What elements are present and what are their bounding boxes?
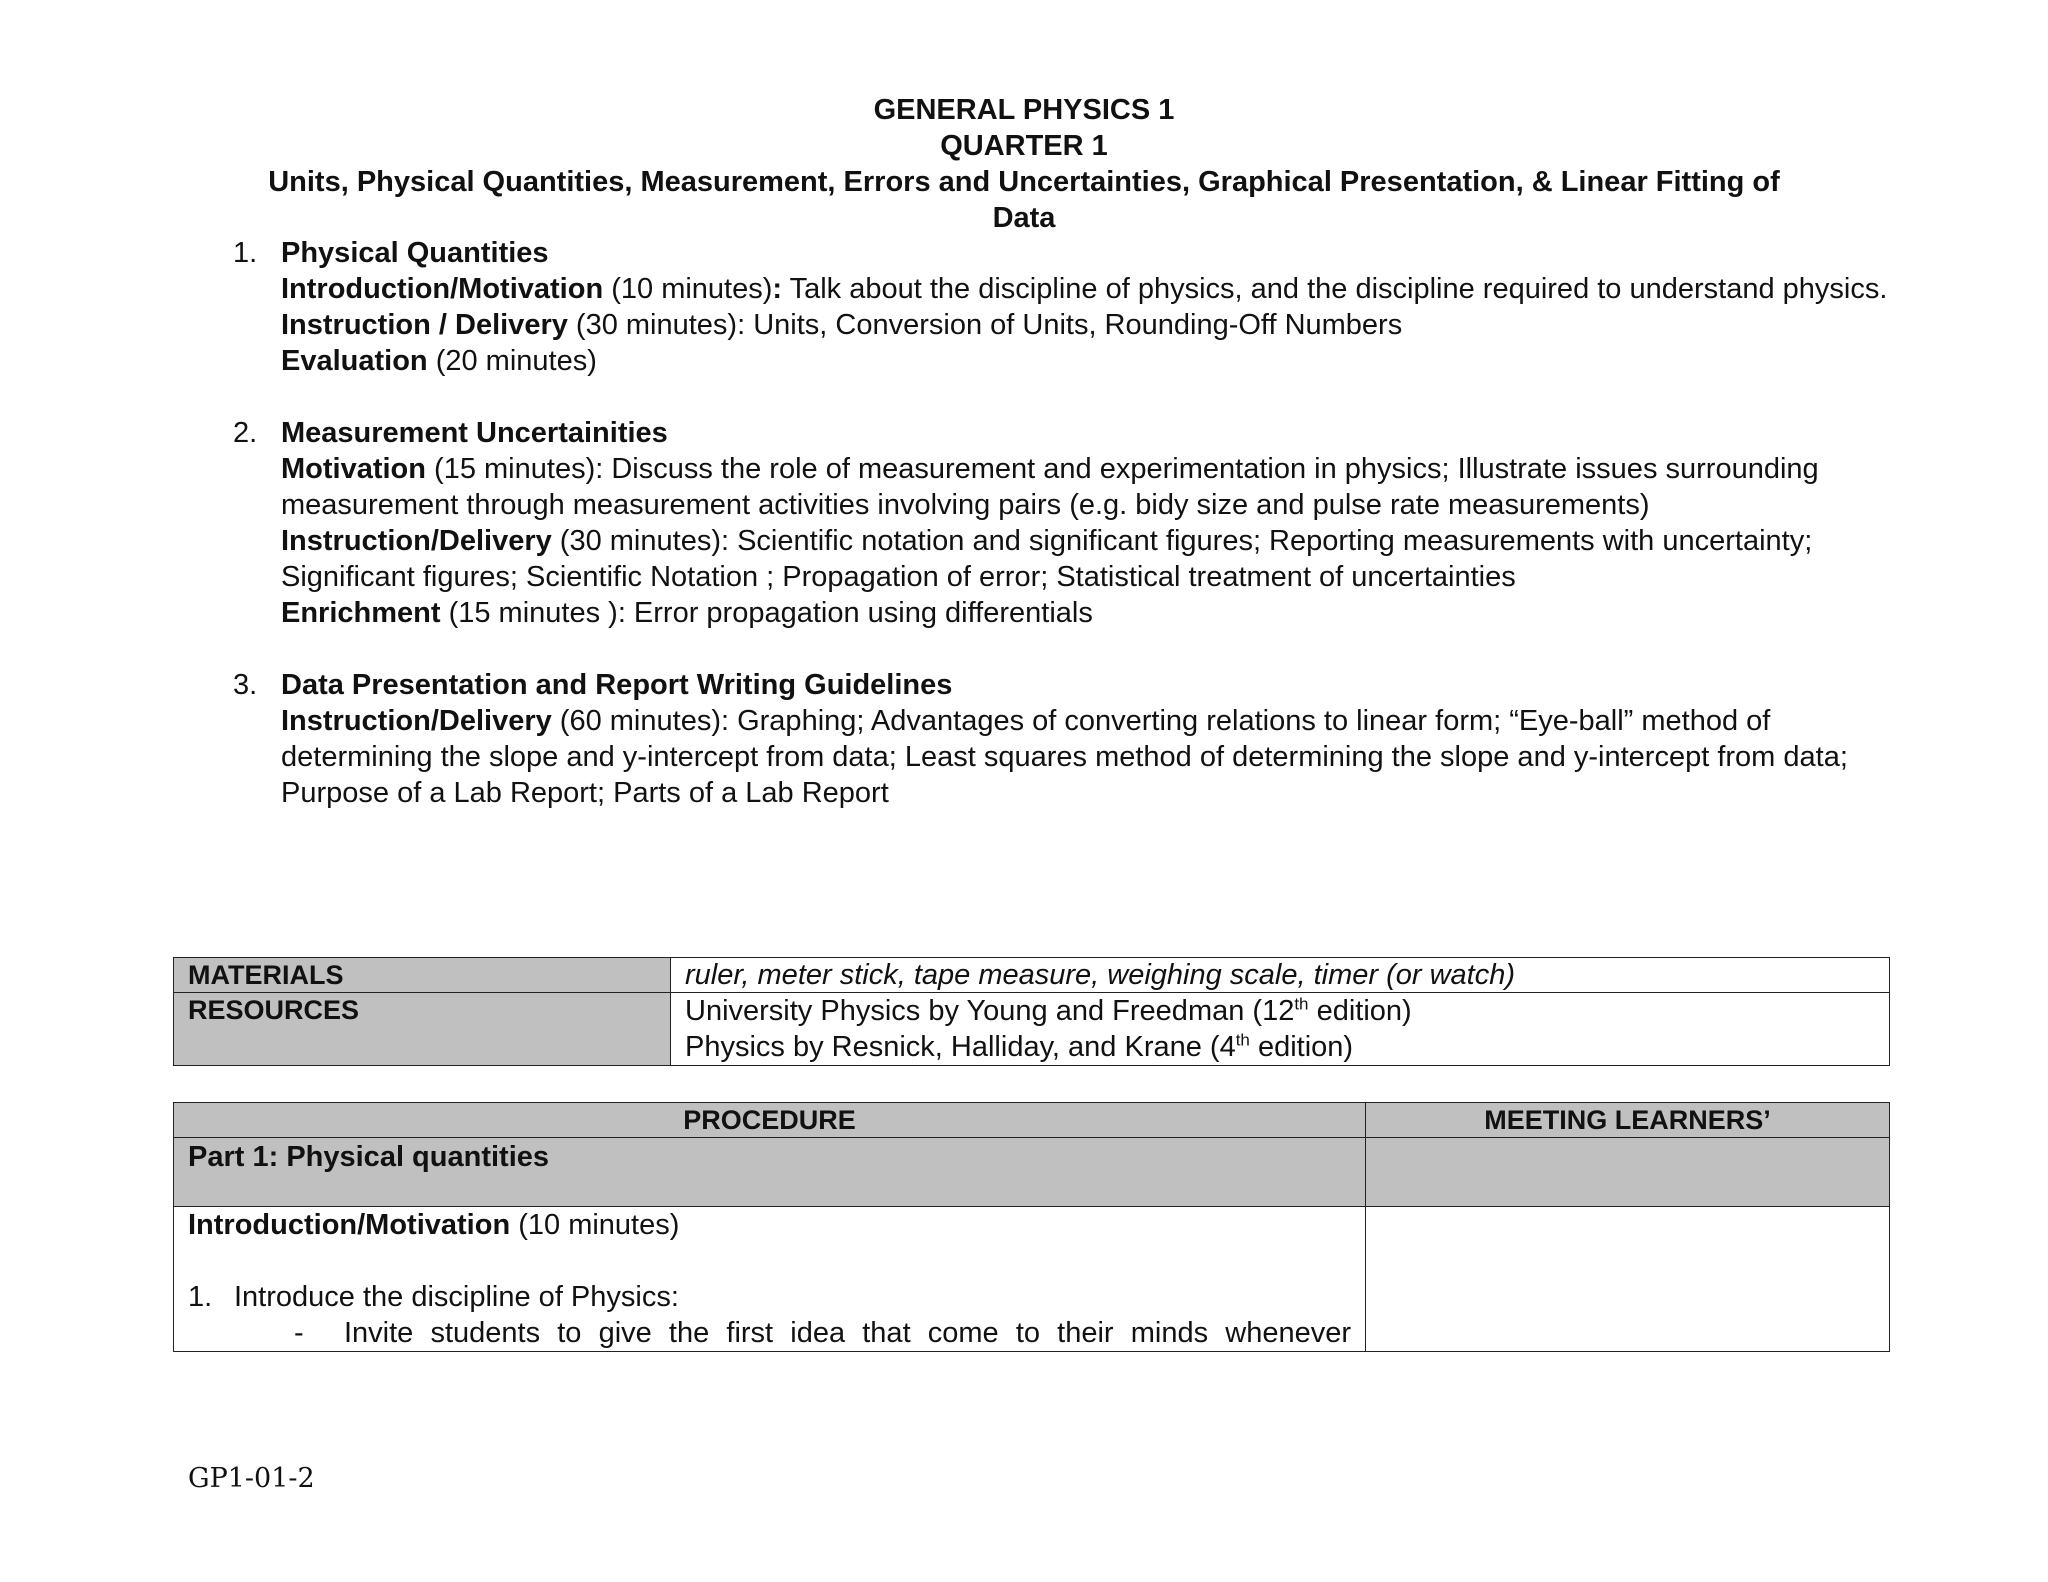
item-number: 3. [233,669,258,701]
procedure-header-row [174,1103,1890,1138]
item-title: Physical Quantities [281,237,549,269]
item-title: Measurement Uncertainities [281,417,668,449]
resources-label: RESOURCES [174,993,671,1066]
outline-line [281,595,1893,631]
learners-notes-cell [1366,1207,1890,1352]
item-number: 1. [233,237,258,269]
line-label: Motivation [281,453,426,485]
document-title [160,92,1888,236]
resource-item: University Physics by Young and Freedman (12th edition) [685,994,1412,1027]
line-label: Introduction/Motivation [281,273,604,305]
page-code: GP1-01-2 [188,1463,315,1494]
procedure-bullet: - Invite students to give the first idea that come to their minds whenever [294,1317,1351,1349]
outline-line [281,523,1893,595]
line-label: Instruction/Delivery [281,525,552,557]
line-text: (60 minutes): Graphing; Advantages of converting relations to linear form; “Eye-ball” method of determining the slope and y-intercept from data; Least squares method of determining the slope and y-intercept from data; Purpose of a Lab Report; Parts of a Lab Report [281,705,1848,809]
procedure-header: PROCEDURE [174,1103,1366,1138]
line-text: (20 minutes) [427,345,597,377]
materials-label: MATERIALS [174,958,671,993]
resources-value [671,993,1890,1066]
line-text: Talk about the discipline of physics, and the discipline required to understand physics. [782,273,1888,305]
outline-item-physical-quantities [233,235,1893,379]
materials-table [173,957,1890,1066]
line-text: (15 minutes ): Error propagation using differentials [440,597,1093,629]
procedure-table [173,1102,1890,1352]
line-text: (15 minutes): Discuss the role of measurement and experimentation in physics; Illustrate issues surrounding measurement through measurement activities involving pairs (e.g. bidy size and pulse rate measurements) [281,453,1819,521]
procedure-cell [174,1207,1366,1352]
line-text: (30 minutes): Units, Conversion of Units, Rounding-Off Numbers [567,309,1403,341]
materials-value: ruler, meter stick, tape measure, weighing scale, timer (or watch) [671,958,1890,993]
outline-line [281,451,1893,523]
resource-item: Physics by Resnick, Halliday, and Krane (4th edition) [685,1030,1354,1063]
procedure-row [174,1207,1890,1352]
topic-title: Units, Physical Quantities, Measurement, Errors and Uncertainties, Graphical Presentation, & Linear Fitting of [268,166,1780,198]
line-label: Instruction/Delivery [281,705,552,737]
outline-line [281,307,1893,343]
part-label: Part 1: Physical quantities [174,1138,1366,1207]
resources-row [174,993,1890,1066]
item-title: Data Presentation and Report Writing Guidelines [281,669,953,701]
part-row [174,1138,1890,1207]
topic-title-continued: Data [992,202,1056,234]
procedure-step: 1. Introduce the discipline of Physics: [188,1281,679,1313]
outline-line [281,343,1893,379]
outline-item-data-presentation [233,667,1893,811]
meeting-learners-header: MEETING LEARNERS’ [1366,1103,1890,1138]
line-separator: : [772,273,783,305]
outline-item-measurement-uncertainities [233,415,1893,631]
lesson-outline [233,235,1893,811]
line-label: Enrichment [281,597,441,629]
item-number: 2. [233,417,258,449]
line-duration: (10 minutes) [603,273,773,305]
part-notes-cell [1366,1138,1890,1207]
outline-line [281,271,1893,307]
quarter-title: QUARTER 1 [940,130,1108,162]
line-text: (30 minutes): Scientific notation and significant figures; Reporting measurements with uncertainty; Significant figures; Scientific Notation ; Propagation of error; Statistical treatment of uncertainties [281,525,1813,593]
course-title: GENERAL PHYSICS 1 [873,94,1175,126]
line-label: Evaluation [281,345,428,377]
outline-line [281,703,1893,811]
materials-row [174,958,1890,993]
line-label: Instruction / Delivery [281,309,568,341]
intro-heading: Introduction/Motivation (10 minutes) [188,1209,680,1241]
